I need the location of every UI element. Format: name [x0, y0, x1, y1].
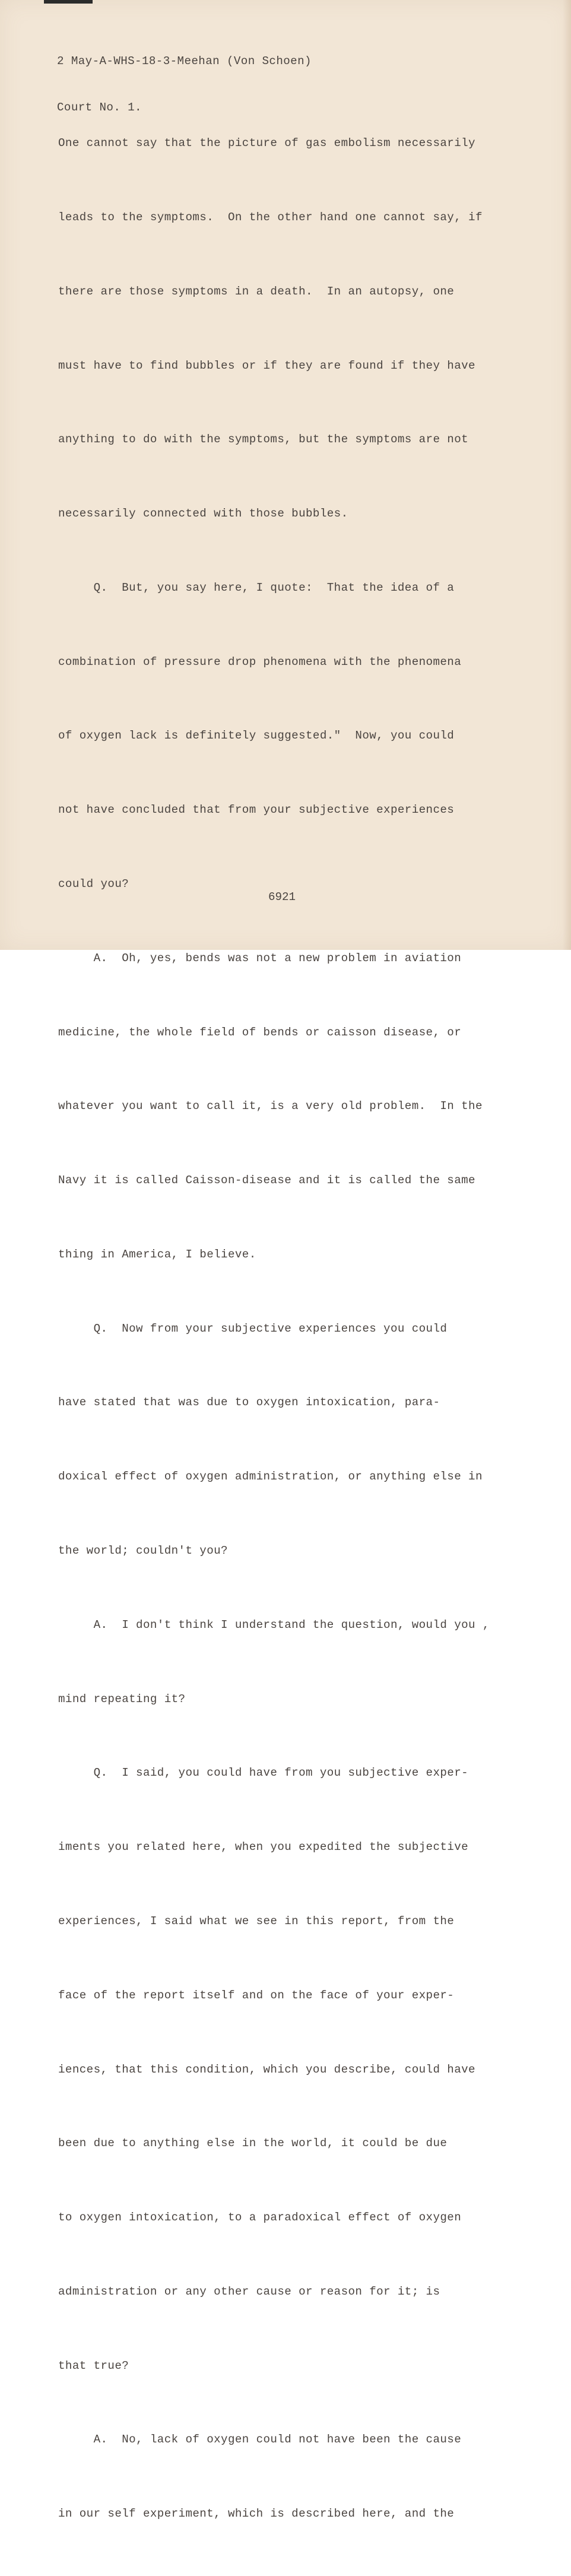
transcript-line: administration or any other cause or reason for it; is [58, 2285, 440, 2298]
transcript-line: the world; couldn't you? [58, 1544, 228, 1558]
transcript-line: of oxygen lack is definitely suggested." Now, you could [58, 729, 455, 743]
transcript-line: there are those symptoms in a death. In an autopsy, one [58, 284, 455, 298]
transcript-line: Q. I said, you could have from you subjective exper- [58, 1766, 469, 1780]
transcript-line: thing in America, I believe. [58, 1247, 256, 1261]
transcript-line: Q. Now from your subjective experiences you could [58, 1322, 448, 1335]
transcript-line: A. Oh, yes, bends was not a new problem in aviation [58, 951, 462, 965]
transcript-line: Q. But, you say here, I quote: That the idea of a [58, 581, 455, 594]
header-case-reference: 2 May-A-WHS-18-3-Meehan (Von Schoen) [57, 55, 312, 68]
transcript-line: iments you related here, when you expedited the subjective [58, 1840, 469, 1854]
transcript-line: combination of pressure drop phenomena with the phenomena [58, 655, 462, 668]
transcript-line: iences, that this condition, which you describe, could have [58, 2062, 475, 2076]
transcript-body [58, 82, 490, 2576]
transcript-line: One cannot say that the picture of gas embolism necessarily [58, 137, 475, 150]
transcript-line: have stated that was due to oxygen intoxication, para- [58, 1396, 440, 1409]
transcript-line: Navy it is called Caisson-disease and it is called the same [58, 1174, 475, 1187]
transcript-line: anything to do with the symptoms, but the symptoms are not [58, 433, 469, 446]
header-court-number: Court No. 1. [57, 101, 142, 114]
transcript-line: face of the report itself and on the face of your exper- [58, 1988, 455, 2002]
transcript-line: A. No, lack of oxygen could not have been the cause [58, 2433, 462, 2447]
transcript-line: necessarily connected with those bubbles. [58, 507, 348, 521]
transcript-line: mind repeating it? [58, 1692, 186, 1706]
transcript-line: could you? [58, 877, 129, 891]
corner-tab-mark [44, 0, 93, 4]
transcript-line: A. I don't think I understand the question, would you , [58, 1618, 490, 1631]
transcript-line: experiences, I said what we see in this report, from the [58, 1914, 455, 1928]
transcript-line: in our self experiment, which is described here, and the [58, 2507, 455, 2521]
transcript-line: been due to anything else in the world, it could be due [58, 2137, 448, 2150]
transcript-line: to oxygen intoxication, to a paradoxical effect of oxygen [58, 2211, 462, 2225]
page-edge-shadow [563, 0, 571, 950]
page-number: 6921 [268, 891, 296, 904]
transcript-line: leads to the symptoms. On the other hand one cannot say, if [58, 210, 483, 224]
transcript-line: that true? [58, 2359, 129, 2372]
transcript-line: not have concluded that from your subjective experiences [58, 803, 455, 817]
transcript-line: doxical effect of oxygen administration, or anything else in [58, 1470, 483, 1484]
transcript-line: must have to find bubbles or if they are found if they have [58, 359, 475, 372]
transcript-line: medicine, the whole field of bends or caisson disease, or [58, 1025, 462, 1039]
transcript-line: whatever you want to call it, is a very old problem. In the [58, 1100, 483, 1113]
